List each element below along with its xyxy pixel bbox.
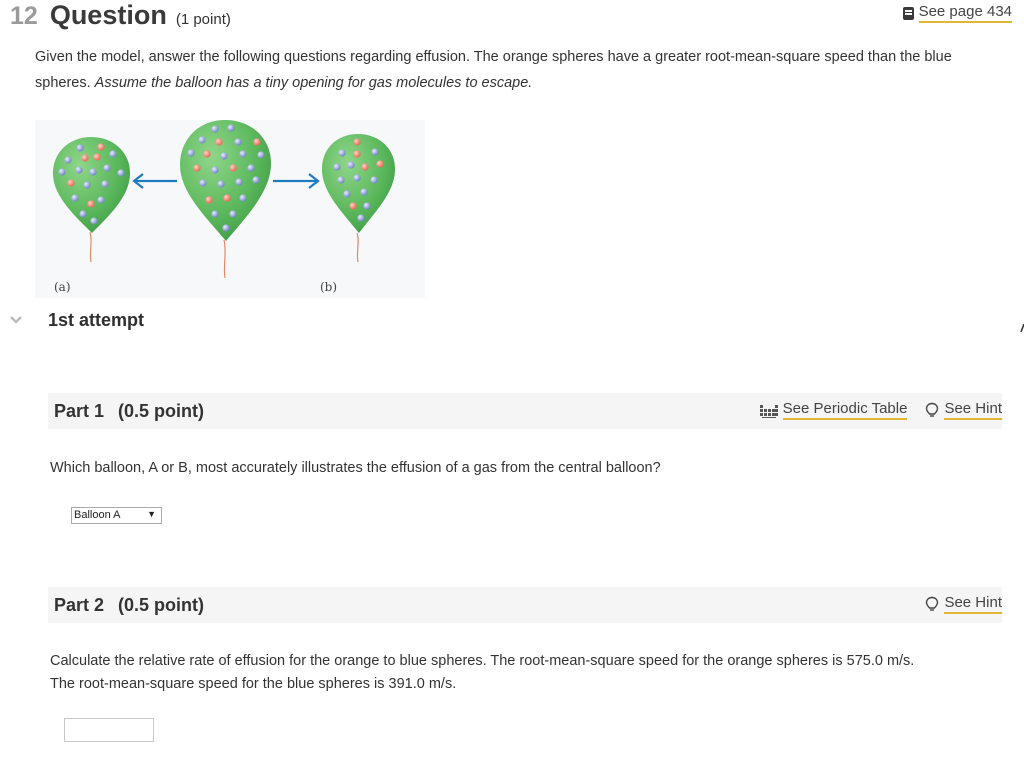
balloon-b xyxy=(322,134,395,262)
part2-links xyxy=(907,594,1002,614)
part1-points: (0.5 point) xyxy=(118,401,205,421)
arrow-left-icon xyxy=(134,174,177,188)
intro-italic-text: Assume the balloon has a tiny opening for gas molecules to escape. xyxy=(94,75,533,91)
see-periodic-table-link[interactable] xyxy=(760,400,908,420)
see-page-label[interactable]: See page 434 xyxy=(919,3,1012,23)
figure-label-b: (b) xyxy=(320,280,338,294)
balloon-select[interactable] xyxy=(71,507,162,524)
part1-see-hint-label[interactable]: See Hint xyxy=(944,400,1002,420)
balloon-select-value: Balloon A xyxy=(74,509,121,521)
question-number: 12 xyxy=(10,2,38,30)
part2-question-line1: Calculate the relative rate of effusion for the orange to blue spheres. The root-mean-square speed for the orange spheres is 575.0 m/s. xyxy=(50,653,915,669)
part1-question: Which balloon, A or B, most accurately illustrates the effusion of a gas from the central balloon? xyxy=(50,460,661,476)
question-title: Question xyxy=(49,0,167,30)
balloon-central xyxy=(180,120,271,278)
part1-title-group xyxy=(54,401,204,422)
lightbulb-icon xyxy=(925,596,939,613)
intro-text: Given the model, answer the following questions regarding effusion. The orange spheres have a greater root-mean-square speed than the blue spheres. xyxy=(35,49,952,91)
lightbulb-icon xyxy=(925,402,939,419)
part2-title: Part 2 xyxy=(54,595,105,615)
part1-header xyxy=(48,393,1002,429)
figure-label-a: (a) xyxy=(54,280,71,294)
question-points: (1 point) xyxy=(175,11,231,28)
part2-see-hint-link[interactable] xyxy=(925,594,1002,614)
part2-see-hint-label[interactable]: See Hint xyxy=(944,594,1002,614)
chevron-down-icon[interactable] xyxy=(9,315,23,325)
part2-question-line2: The root-mean-square speed for the blue spheres is 391.0 m/s. xyxy=(50,676,457,692)
balloon-figure xyxy=(35,120,425,298)
question-header xyxy=(10,0,231,36)
see-periodic-table-label[interactable]: See Periodic Table xyxy=(783,400,908,420)
see-page-link[interactable] xyxy=(903,3,1012,23)
question-intro xyxy=(35,44,995,96)
part1-links xyxy=(742,400,1002,420)
attempt-title: 1st attempt xyxy=(48,310,145,330)
balloon-a xyxy=(53,137,130,262)
edge-caret-icon xyxy=(1020,324,1024,332)
attempt-header[interactable] xyxy=(0,310,1024,334)
arrow-right-icon xyxy=(273,174,318,188)
part2-points: (0.5 point) xyxy=(118,595,205,615)
part1-title: Part 1 xyxy=(54,401,105,421)
dropdown-arrow-icon: ▼ xyxy=(147,509,156,519)
part2-answer-input[interactable] xyxy=(64,718,154,742)
periodic-table-icon xyxy=(760,403,778,418)
part2-title-group xyxy=(54,595,204,616)
part1-see-hint-link[interactable] xyxy=(925,400,1002,420)
ebook-icon xyxy=(903,7,914,20)
part2-header xyxy=(48,587,1002,623)
balloons-illustration xyxy=(35,120,425,298)
part2-question xyxy=(50,650,914,696)
